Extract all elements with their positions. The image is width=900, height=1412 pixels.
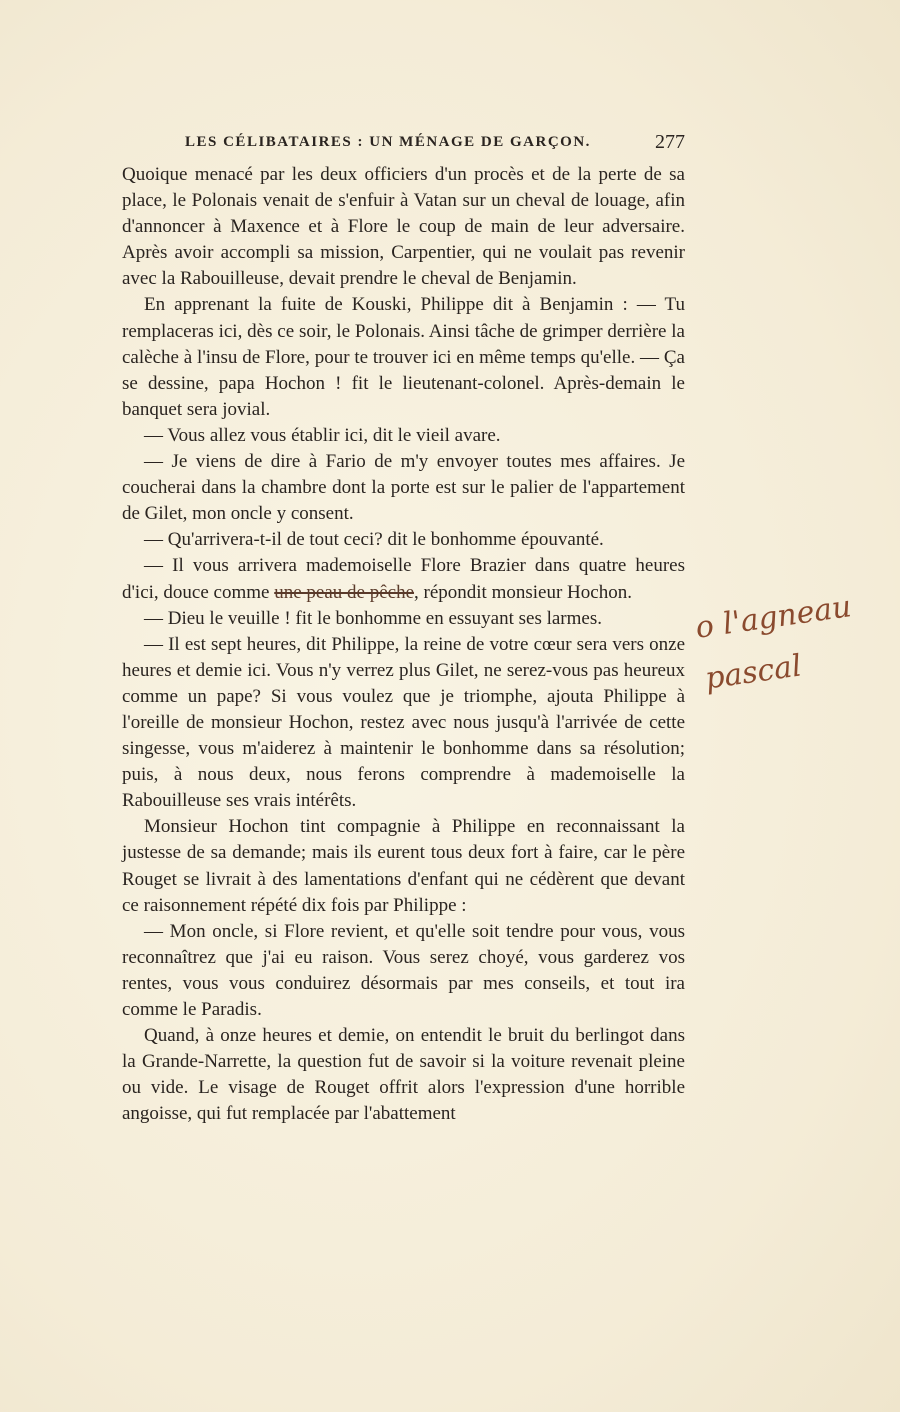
body-text bbox=[122, 162, 685, 1127]
page-number: 277 bbox=[655, 131, 685, 153]
paragraph: — Il est sept heures, dit Philippe, la reine de votre cœur sera vers onze heures et demie ici. Vous n'y verrez plus Gilet, ne serez-vous pas heureux comme un pape? Si vous voulez que je triomphe, ajouta Philippe à l'oreille de monsieur Hochon, restez avec nous jusqu'à l'arrivée de cette singesse, vous m'aiderez à maintenir le bonhomme dans sa résolution; puis, à nous deux, nous ferons comprendre à mademoiselle la Rabouilleuse ses vrais intérêts. bbox=[122, 633, 685, 812]
handwritten-annotation: o l'agneau bbox=[693, 589, 854, 646]
paragraph: — Je viens de dire à Fario de m'y envoyer toutes mes affaires. Je coucherai dans la chambre dont la porte est sur le palier de l'appartement de Gilet, mon oncle y consent. bbox=[122, 451, 685, 525]
running-title: LES CÉLIBATAIRES : UN MÉNAGE DE GARÇON. bbox=[185, 134, 591, 150]
text-before-deletion: — Il vous arrivera mademoiselle Flore Brazier dans quatre heures d'ici, douce comme bbox=[122, 555, 685, 603]
text-after-deletion: , répondit monsieur Hochon. bbox=[414, 581, 632, 603]
paragraph: — Qu'arrivera-t-il de tout ceci? dit le bonhomme épouvanté. bbox=[144, 529, 604, 551]
paragraph-with-correction bbox=[122, 553, 685, 605]
paragraph: Monsieur Hochon tint compagnie à Philippe en reconnaissant la justesse de sa demande; mais ils eurent tous deux fort à faire, car le père Rouget se livrait à des lamentations d'enfant qui ne cédèrent que devant ce raisonnement répété dix fois par Philippe : bbox=[122, 816, 685, 916]
handwritten-annotation: pascal bbox=[703, 648, 804, 697]
paragraph: — Mon oncle, si Flore revient, et qu'elle soit tendre pour vous, vous reconnaîtrez que j'ai eu raison. Vous serez choyé, vous garderez vos rentes, vous vous conduirez désormais par mes conseils, et tout ira comme le Paradis. bbox=[122, 920, 685, 1020]
struck-text: une peau de pêche bbox=[274, 581, 415, 603]
paragraph: Quand, à onze heures et demie, on entendit le bruit du berlingot dans la Grande-Narrette, la question fut de savoir si la voiture revenait pleine ou vide. Le visage de Rouget offrit alors l'expression d'une horrible angoisse, qui fut remplacée par l'abattement bbox=[122, 1025, 685, 1125]
paragraph: Quoique menacé par les deux officiers d'un procès et de la perte de sa place, le Polonais venait de s'enfuir à Vatan sur un cheval de louage, afin d'annoncer à Maxence et à Flore le coup de main de leur adversaire. Après avoir accompli sa mission, Carpentier, qui ne voulait pas revenir avec la Rabouilleuse, devait prendre le cheval de Benjamin. bbox=[122, 164, 685, 290]
page-header bbox=[185, 131, 685, 155]
paragraph: — Dieu le veuille ! fit le bonhomme en essuyant ses larmes. bbox=[144, 607, 602, 629]
paragraph: — Vous allez vous établir ici, dit le vieil avare. bbox=[144, 424, 501, 446]
paragraph: En apprenant la fuite de Kouski, Philippe dit à Benjamin : — Tu remplaceras ici, dès ce soir, le Polonais. Ainsi tâche de grimper derrière la calèche à l'insu de Flore, pour te trouver ici en même temps qu'elle. — Ça se dessine, papa Hochon ! fit le lieutenant-colonel. Après-demain le banquet sera jovial. bbox=[122, 294, 685, 420]
